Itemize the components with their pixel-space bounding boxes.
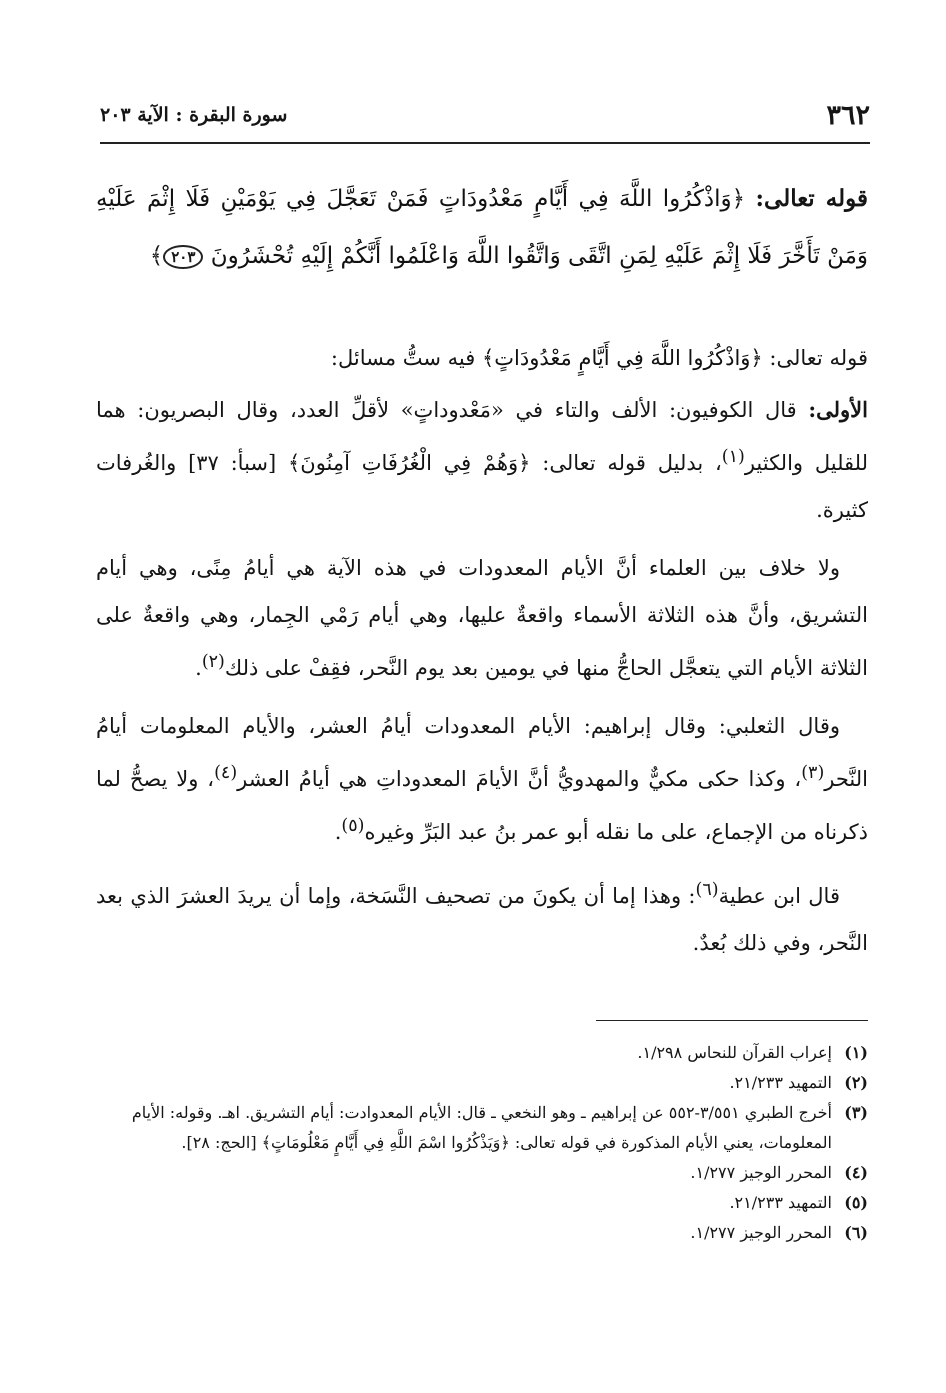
paragraph-1-text-2: ، بدليل قوله تعالى: xyxy=(542,451,722,475)
verse-block xyxy=(96,170,868,285)
page-header xyxy=(100,88,870,144)
footnote-ref-1[interactable]: (١) xyxy=(721,447,745,467)
paragraph-4-text: قال ابن عطية xyxy=(718,884,840,908)
footnotes xyxy=(96,1038,868,1248)
footnote-ref-2[interactable]: (٢) xyxy=(201,652,225,672)
footnote xyxy=(96,1158,868,1188)
footnote-text: التمهيد ٢١/٢٣٣. xyxy=(729,1193,832,1212)
verse-closing-bracket: ﴾ xyxy=(149,243,164,269)
footnote-ref-3[interactable]: (٣) xyxy=(801,763,825,783)
paragraph-1-lead: الأولى: xyxy=(808,397,868,422)
ayah-number-marker: ٢٠٣ xyxy=(163,245,203,269)
running-title: سورة البقرة : الآية ٢٠٣ xyxy=(100,104,288,126)
paragraph-3-text-3: ، ولا يصحُّ لما ذكرناه من الإجماع، على ما نقله أبو عمر بنُ عبد البَرِّ وغيره xyxy=(96,767,868,844)
paragraph-1-text: قال الكوفيون: الألف والتاء في «مَعْدوداتٍ» لأقلِّ العدد، وقال البصريون: هما للقليل والكثير xyxy=(96,398,868,475)
footnote xyxy=(96,1218,868,1248)
footnote-number: (١) xyxy=(844,1043,868,1062)
footnote-ref-4[interactable]: (٤) xyxy=(214,763,238,783)
intro-line xyxy=(96,338,868,378)
paragraph-2 xyxy=(96,545,868,692)
footnote-ref-5[interactable]: (٥) xyxy=(341,816,365,836)
footnote-number: (٢) xyxy=(844,1073,868,1092)
intro-tail: فيه ستُّ مسائل: xyxy=(330,346,476,370)
paragraph-3-text-2: ، وكذا حكى مكيٌّ والمهدويُّ أنَّ الأيامَ المعدوداتِ هي أيامُ العشر xyxy=(237,767,802,791)
footnote xyxy=(96,1188,868,1218)
footnote xyxy=(96,1038,868,1068)
paragraph-2-end: . xyxy=(195,656,202,680)
footnote-number: (٥) xyxy=(844,1193,868,1212)
footnote-divider xyxy=(596,1020,868,1021)
footnote xyxy=(96,1068,868,1098)
footnote-number: (٦) xyxy=(844,1223,868,1242)
footnote-text: المحرر الوجيز ١/٢٧٧. xyxy=(690,1163,832,1182)
footnote-ref-6[interactable]: (٦) xyxy=(695,880,719,900)
paragraph-3-end: . xyxy=(334,820,342,844)
paragraph-4-text-2: : وهذا إما أن يكونَ من تصحيف النَّسَخة، وإما أن يريدَ العشرَ الذي بعد النَّحر، وفي ذلك بُعدٌ. xyxy=(96,884,868,955)
intro-lead: قوله تعالى: xyxy=(769,346,868,370)
footnote-number: (٤) xyxy=(844,1163,868,1182)
footnote-text: المحرر الوجيز ١/٢٧٧. xyxy=(690,1223,832,1242)
footnote-text: أخرج الطبري ٣/٥٥١-٥٥٢ عن إبراهيم ـ وهو النخعي ـ قال: الأيام المعدوادت: أيام التشريق. اهـ. وقوله: الأيام المعلومات، يعني الأيام المذكورة في قوله تعالى: ﴿وَيَذْكُرُوا اسْمَ اللَّهِ فِي أَيَّامٍ مَعْلُومَاتٍ﴾ [الحج: ٢٨]. xyxy=(131,1103,832,1152)
paragraph-4 xyxy=(96,867,868,967)
paragraph-1-verse: ﴿وَهُمْ فِي الْغُرُفَاتِ آمِنُونَ﴾ xyxy=(287,451,531,475)
paragraph-3-text: وقال الثعلبي: وقال إبراهيم: الأيام المعدودات أيامُ العشر، والأيام المعلومات أيامُ النَّحر xyxy=(96,714,868,791)
footnote-number: (٣) xyxy=(844,1103,868,1122)
footnote xyxy=(96,1098,868,1158)
paragraph-3 xyxy=(96,703,868,856)
intro-verse: ﴿وَاذْكُرُوا اللَّهَ فِي أَيَّامٍ مَعْدُودَاتٍ﴾ xyxy=(481,346,763,370)
page-number: ٣٦٢ xyxy=(826,99,870,131)
footnote-text: إعراب القرآن للنحاس ١/٢٩٨. xyxy=(637,1043,832,1062)
paragraph-2-text: ولا خلاف بين العلماء أنَّ الأيام المعدودات في هذه الآية هي أيامُ مِنًى، وهي أيام التشريق، وأنَّ هذه الثلاثة الأسماء واقعةٌ عليها، وهي أيام رَمْي الجِمار، وهي واقعةٌ على الثلاثة الأيام التي يتعجَّل الحاجُّ منها في يومين بعد يوم النَّحر، فقِفْ على ذلك xyxy=(96,556,868,680)
footnote-text: التمهيد ٢١/٢٣٣. xyxy=(729,1073,832,1092)
paragraph-1 xyxy=(96,386,868,534)
verse-lead: قوله تعالى: xyxy=(755,185,868,212)
body-text xyxy=(96,386,868,978)
quran-verse: ﴿وَاذْكُرُوا اللَّهَ فِي أَيَّامٍ مَعْدُودَاتٍ فَمَنْ تَعَجَّلَ فِي يَوْمَيْنِ فَلَا إِثْمَ عَلَيْهِ وَمَنْ تَأَخَّرَ فَلَا إِثْمَ عَلَيْهِ لِمَنِ اتَّقَى وَاتَّقُوا اللَّهَ وَاعْلَمُوا أَنَّكُمْ إِلَيْهِ تُحْشَرُونَ xyxy=(96,186,868,269)
paragraph-1-text-3: [سبأ: ٣٧] والغُرفات كثيرة. xyxy=(96,451,868,522)
